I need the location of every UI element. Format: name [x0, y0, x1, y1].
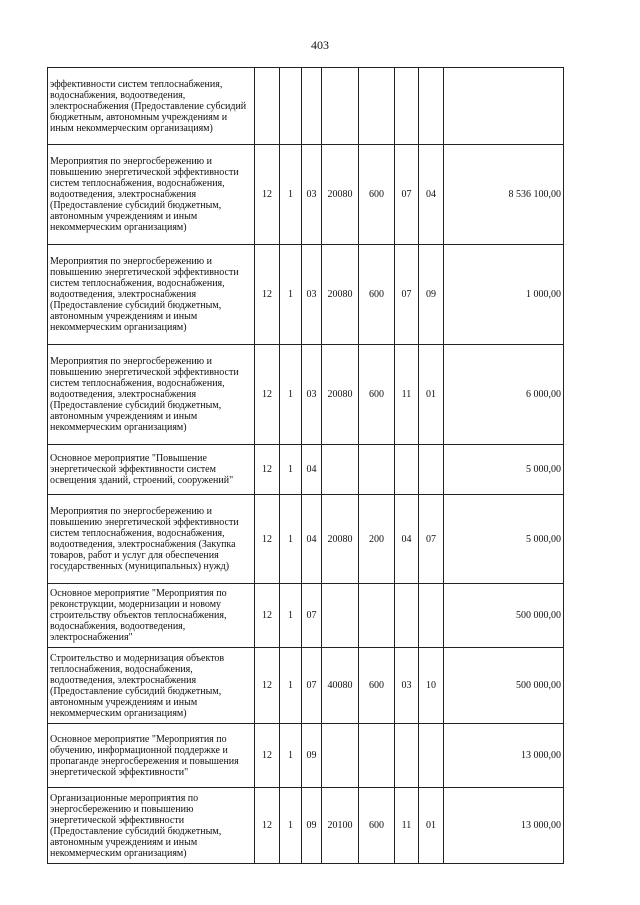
- code-cell: [395, 445, 419, 495]
- code-cell: 200: [359, 495, 395, 584]
- code-cell: 20080: [322, 495, 359, 584]
- code-cell: 1: [280, 584, 302, 648]
- code-cell: 12: [255, 245, 280, 345]
- code-cell: 12: [255, 145, 280, 245]
- code-cell: 1: [280, 724, 302, 788]
- code-cell: 1: [280, 445, 302, 495]
- code-cell: [322, 445, 359, 495]
- code-cell: 600: [359, 648, 395, 724]
- code-cell: [359, 584, 395, 648]
- code-cell: 07: [395, 245, 419, 345]
- code-cell: 09: [419, 245, 444, 345]
- code-cell: 04: [395, 495, 419, 584]
- amount-cell: 13 000,00: [444, 724, 564, 788]
- row-description: Организационные мероприятия по энергосбережению и повышению энергетической эффективности (Предоставление субсидий бюджетным, автономным учреждениям и иным некоммерческим организациям): [48, 788, 255, 864]
- amount-cell: 500 000,00: [444, 584, 564, 648]
- code-cell: 20080: [322, 245, 359, 345]
- code-cell: 1: [280, 495, 302, 584]
- code-cell: [419, 68, 444, 145]
- code-cell: 11: [395, 788, 419, 864]
- code-cell: 12: [255, 445, 280, 495]
- code-cell: 12: [255, 648, 280, 724]
- code-cell: [280, 68, 302, 145]
- table-row: [48, 345, 564, 445]
- code-cell: 07: [419, 495, 444, 584]
- code-cell: 12: [255, 495, 280, 584]
- code-cell: 1: [280, 648, 302, 724]
- row-description: Основное мероприятие "Повышение энергетической эффективности систем освещения зданий, строений, сооружений": [48, 445, 255, 495]
- code-cell: 600: [359, 345, 395, 445]
- code-cell: 07: [395, 145, 419, 245]
- code-cell: 03: [395, 648, 419, 724]
- code-cell: [395, 724, 419, 788]
- row-description: Мероприятия по энергосбережению и повышению энергетической эффективности систем теплоснабжения, водоснабжения, водоотведения, электроснабжения (Предоставление субсидий бюджетным, автономным учреждениям и иным некоммерческим организациям): [48, 145, 255, 245]
- code-cell: 04: [302, 495, 322, 584]
- code-cell: 20100: [322, 788, 359, 864]
- code-cell: 03: [302, 245, 322, 345]
- code-cell: 04: [302, 445, 322, 495]
- table-row: [48, 145, 564, 245]
- page-number: 403: [311, 38, 329, 52]
- code-cell: [359, 724, 395, 788]
- row-description: Мероприятия по энергосбережению и повышению энергетической эффективности систем теплоснабжения, водоснабжения, водоотведения, электроснабжения (Закупка товаров, работ и услуг для обеспечения государственных (муниципальных) нужд): [48, 495, 255, 584]
- table-row: [48, 788, 564, 864]
- amount-cell: [444, 68, 564, 145]
- code-cell: 12: [255, 724, 280, 788]
- row-description: Основное мероприятие "Мероприятия по реконструкции, модернизации и новому строительству объектов теплоснабжения, водоснабжения, водоотведения, электроснабжения": [48, 584, 255, 648]
- row-description: Мероприятия по энергосбережению и повышению энергетической эффективности систем теплоснабжения, водоснабжения, водоотведения, электроснабжения (Предоставление субсидий бюджетным, автономным учреждениям и иным некоммерческим организациям): [48, 245, 255, 345]
- code-cell: [419, 584, 444, 648]
- table-row: [48, 584, 564, 648]
- code-cell: [359, 68, 395, 145]
- code-cell: [322, 68, 359, 145]
- code-cell: 600: [359, 145, 395, 245]
- table-row: [48, 495, 564, 584]
- code-cell: 600: [359, 788, 395, 864]
- amount-cell: 13 000,00: [444, 788, 564, 864]
- code-cell: 20080: [322, 145, 359, 245]
- code-cell: 1: [280, 345, 302, 445]
- code-cell: 10: [419, 648, 444, 724]
- code-cell: 07: [302, 584, 322, 648]
- table-row: [48, 245, 564, 345]
- code-cell: 11: [395, 345, 419, 445]
- code-cell: [395, 584, 419, 648]
- code-cell: 01: [419, 345, 444, 445]
- row-description: Строительство и модернизация объектов теплоснабжения, водоснабжения, водоотведения, электроснабжения (Предоставление субсидий бюджетным, автономным учреждениям и иным некоммерческим организациям): [48, 648, 255, 724]
- code-cell: [395, 68, 419, 145]
- code-cell: 03: [302, 345, 322, 445]
- code-cell: [255, 68, 280, 145]
- code-cell: 09: [302, 788, 322, 864]
- code-cell: [359, 445, 395, 495]
- amount-cell: 1 000,00: [444, 245, 564, 345]
- table-row: [48, 68, 564, 145]
- code-cell: 09: [302, 724, 322, 788]
- code-cell: 20080: [322, 345, 359, 445]
- amount-cell: 5 000,00: [444, 495, 564, 584]
- code-cell: 04: [419, 145, 444, 245]
- code-cell: 1: [280, 145, 302, 245]
- code-cell: [322, 724, 359, 788]
- code-cell: 40080: [322, 648, 359, 724]
- code-cell: [302, 68, 322, 145]
- code-cell: 12: [255, 788, 280, 864]
- code-cell: [322, 584, 359, 648]
- amount-cell: 8 536 100,00: [444, 145, 564, 245]
- code-cell: 07: [302, 648, 322, 724]
- row-description: Мероприятия по энергосбережению и повышению энергетической эффективности систем теплоснабжения, водоснабжения, водоотведения, электроснабжения (Предоставление субсидий бюджетным, автономным учреждениям и иным некоммерческим организациям): [48, 345, 255, 445]
- budget-table: [47, 67, 564, 864]
- amount-cell: 5 000,00: [444, 445, 564, 495]
- table-row: [48, 648, 564, 724]
- row-description: эффективности систем теплоснабжения, водоснабжения, водоотведения, электроснабжения (Предоставление субсидий бюджетным, автономным учреждениям и иным некоммерческим организациям): [48, 68, 255, 145]
- code-cell: 600: [359, 245, 395, 345]
- code-cell: [419, 724, 444, 788]
- table-row: [48, 445, 564, 495]
- code-cell: 12: [255, 584, 280, 648]
- code-cell: 12: [255, 345, 280, 445]
- amount-cell: 6 000,00: [444, 345, 564, 445]
- code-cell: 1: [280, 788, 302, 864]
- table-row: [48, 724, 564, 788]
- code-cell: 03: [302, 145, 322, 245]
- code-cell: [419, 445, 444, 495]
- code-cell: 01: [419, 788, 444, 864]
- row-description: Основное мероприятие "Мероприятия по обучению, информационной поддержке и пропаганде энергосбережения и повышения энергетической эффективности": [48, 724, 255, 788]
- amount-cell: 500 000,00: [444, 648, 564, 724]
- code-cell: 1: [280, 245, 302, 345]
